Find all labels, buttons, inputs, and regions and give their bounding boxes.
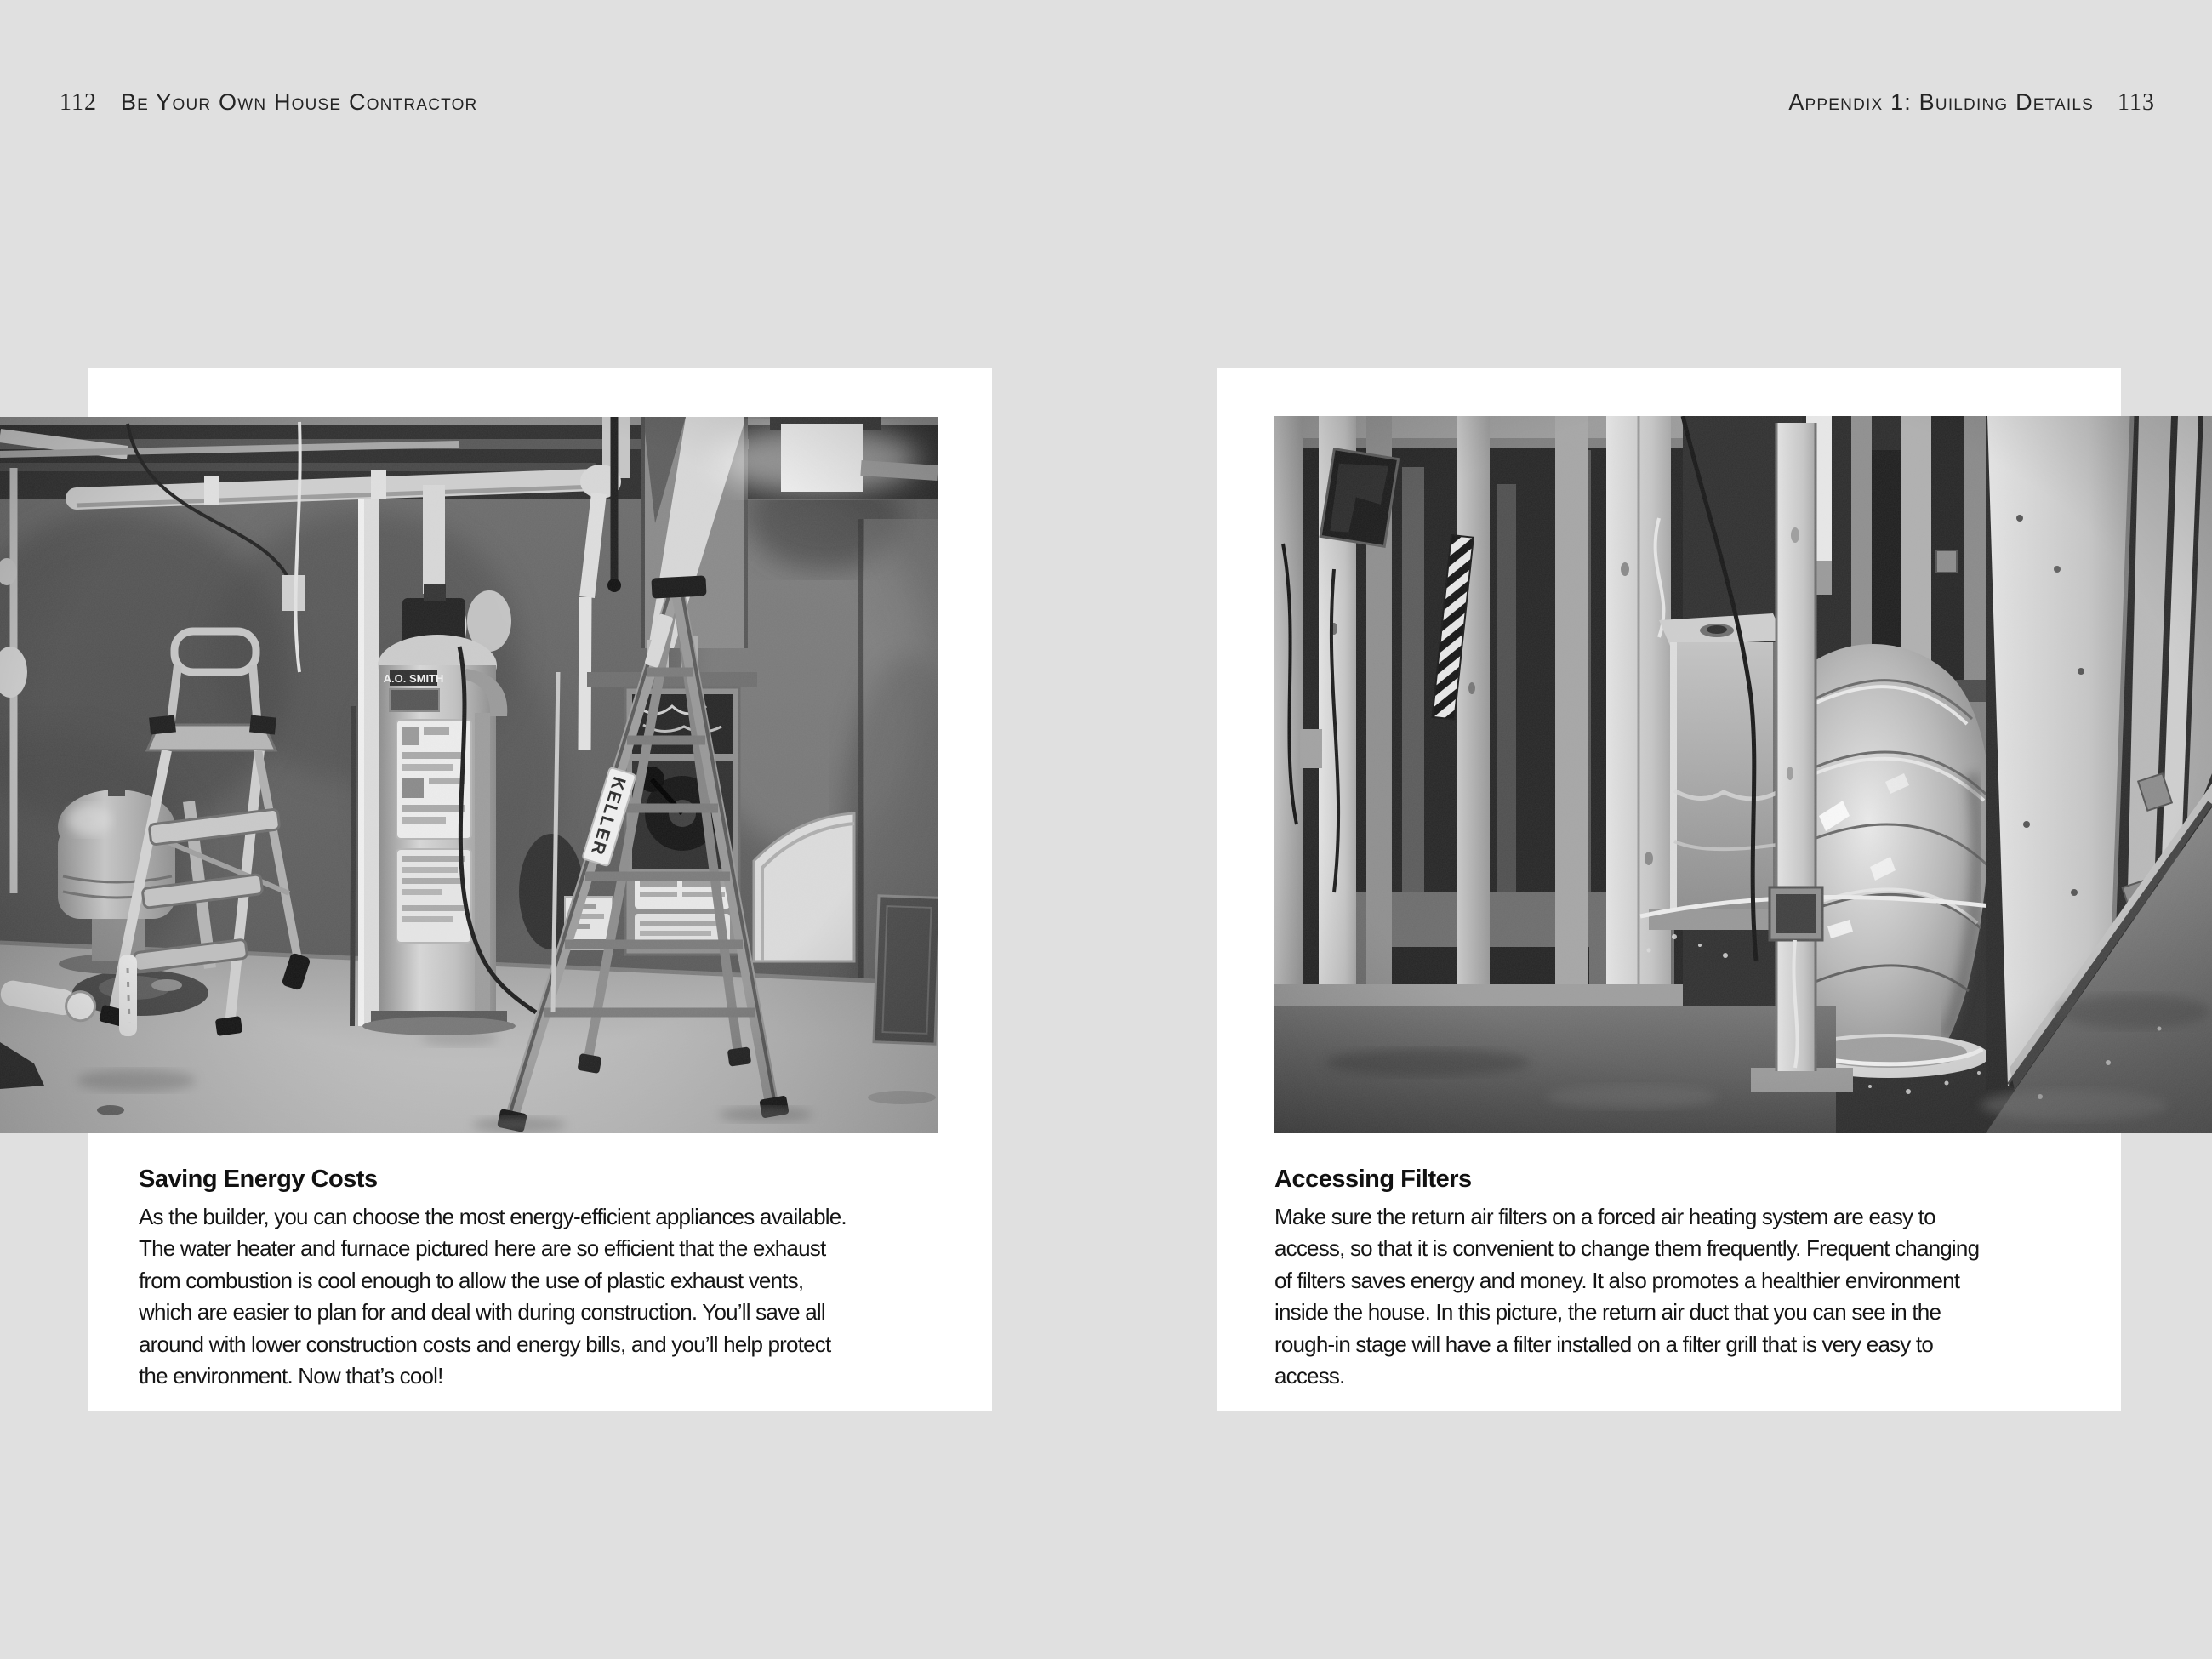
film-grain (1274, 416, 2212, 1133)
caption-line: which are easier to plan for and deal with during construction. You’ll save all (139, 1299, 825, 1325)
left-page-number: 112 (60, 89, 97, 116)
left-photo-basement-utility (0, 417, 938, 1133)
caption-line: Make sure the return air filters on a forced air heating system are easy to (1274, 1204, 1936, 1229)
caption-line: access. (1274, 1363, 1345, 1389)
left-caption (139, 1165, 947, 1392)
caption-line: As the builder, you can choose the most energy-efficient appliances available. (139, 1204, 847, 1229)
right-caption-title: Accessing Filters (1274, 1166, 1472, 1193)
caption-line: around with lower construction costs and energy bills, and you’ll help protect (139, 1331, 831, 1357)
caption-line: The water heater and furnace pictured here are so efficient that the exhaust (139, 1235, 826, 1262)
caption-line: from combustion is cool enough to allow the use of plastic exhaust vents, (139, 1267, 804, 1293)
caption-line: access, so that it is convenient to change them frequently. Frequent changing (1274, 1235, 1980, 1262)
appendix-title: Appendix 1: Building Details (1788, 89, 2095, 115)
caption-line: the environment. Now that’s cool! (139, 1363, 443, 1389)
right-photo-rough-in-framing (1274, 416, 2212, 1133)
right-running-header (1788, 88, 2155, 117)
left-running-header (60, 88, 477, 117)
caption-line: rough-in stage will have a filter installed on a filter grill that is very easy to (1274, 1331, 1934, 1357)
left-caption-title: Saving Energy Costs (139, 1166, 378, 1193)
right-caption (1274, 1165, 2083, 1392)
film-grain (0, 417, 938, 1133)
caption-line: inside the house. In this picture, the return air duct that you can see in the (1274, 1299, 1941, 1325)
caption-line: of filters saves energy and money. It also promotes a healthier environment (1274, 1267, 1960, 1293)
book-title: Be Your Own House Contractor (120, 89, 478, 115)
right-page-number: 113 (2118, 89, 2155, 116)
